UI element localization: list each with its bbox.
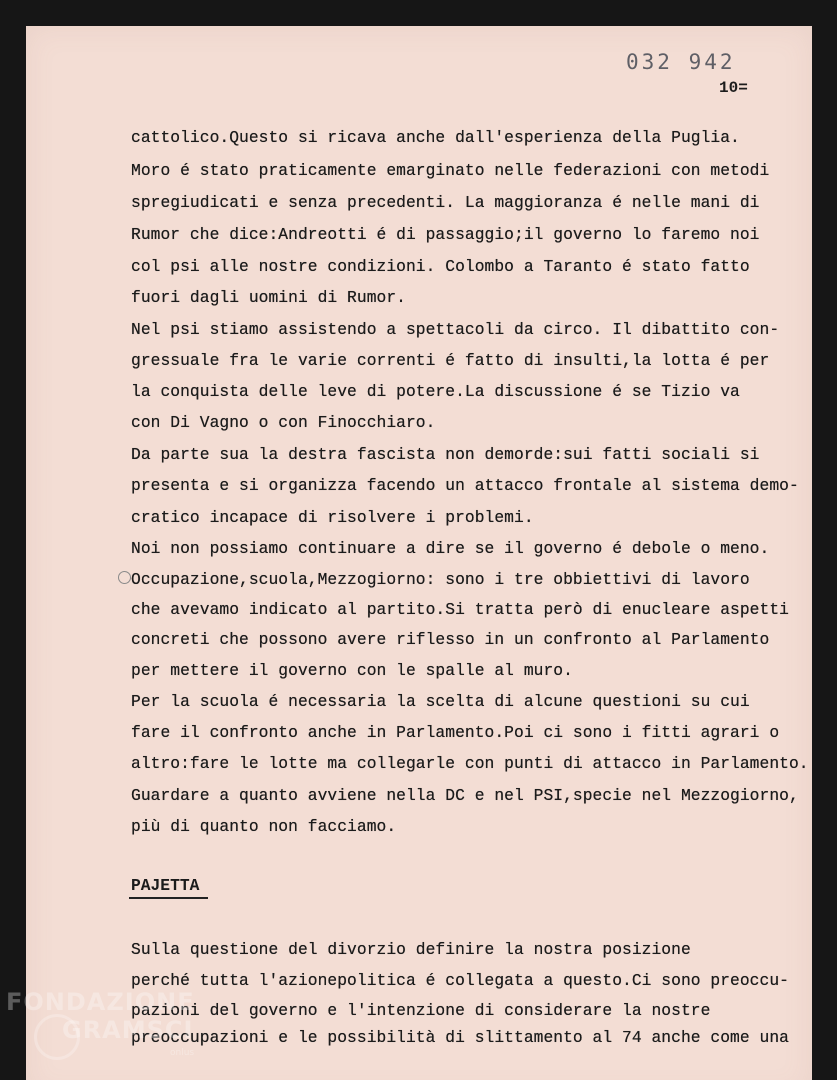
body-line: Noi non possiamo continuare a dire se il governo é debole o meno. — [131, 539, 770, 558]
body-line: gressuale fra le varie correnti é fatto di insulti,la lotta é per — [131, 351, 770, 370]
body-line: con Di Vagno o con Finocchiaro. — [131, 413, 436, 432]
body-line: Per la scuola é necessaria la scelta di alcune questioni su cui — [131, 692, 750, 711]
body-line: la conquista delle leve di potere.La discussione é se Tizio va — [131, 382, 740, 401]
fondazione-gramsci-watermark — [0, 986, 210, 1080]
body-line: cattolico.Questo si ricava anche dall'esperienza della Puglia. — [131, 128, 740, 147]
body-line: col psi alle nostre condizioni. Colombo a Taranto é stato fatto — [131, 257, 750, 276]
body-line: per mettere il governo con le spalle al muro. — [131, 661, 573, 680]
body-line: fuori dagli uomini di Rumor. — [131, 288, 406, 307]
section-line: Sulla questione del divorzio definire la nostra posizione — [131, 940, 691, 959]
body-line: Rumor che dice:Andreotti é di passaggio;il governo lo faremo noi — [131, 225, 760, 244]
body-line: Guardare a quanto avviene nella DC e nel PSI,specie nel Mezzogiorno, — [131, 786, 799, 805]
watermark-line-2: GRAMSCI — [62, 1016, 194, 1044]
body-line: presenta e si organizza facendo un attacco frontale al sistema demo- — [131, 476, 799, 495]
body-line: Da parte sua la destra fascista non demorde:sui fatti sociali si — [131, 445, 760, 464]
section-heading-pajetta: PAJETTA — [131, 876, 200, 895]
body-line: Moro é stato praticamente emarginato nelle federazioni con metodi — [131, 161, 770, 180]
body-line: più di quanto non facciamo. — [131, 817, 397, 836]
body-line: altro:fare le lotte ma collegarle con punti di attacco in Parlamento. — [131, 754, 809, 773]
body-line: concreti che possono avere riflesso in un confronto al Parlamento — [131, 630, 770, 649]
body-line: spregiudicati e senza precedenti. La maggioranza é nelle mani di — [131, 193, 760, 212]
section-line: perché tutta l'azionepolitica é collegata a questo.Ci sono preoccu- — [131, 971, 789, 990]
section-line: preoccupazioni e le possibilità di slittamento al 74 anche come una — [131, 1028, 789, 1047]
margin-circle-mark — [118, 571, 131, 584]
heading-underline — [129, 897, 208, 899]
body-line: cratico incapace di risolvere i problemi. — [131, 508, 534, 527]
watermark-line-3: onlus — [170, 1048, 195, 1058]
body-line: Nel psi stiamo assistendo a spettacoli da circo. Il dibattito con- — [131, 320, 780, 339]
section-line: pazioni del governo e l'intenzione di considerare la nostre — [131, 1001, 711, 1020]
watermark-line-1: FONDAZIONE — [6, 988, 195, 1016]
body-line: che avevamo indicato al partito.Si tratta però di enucleare aspetti — [131, 600, 789, 619]
body-line: Occupazione,scuola,Mezzogiorno: sono i tre obbiettivi di lavoro — [131, 570, 750, 589]
page-number: 10= — [719, 79, 748, 97]
body-line: fare il confronto anche in Parlamento.Poi ci sono i fitti agrari o — [131, 723, 780, 742]
archive-number: 032 942 — [626, 50, 736, 74]
